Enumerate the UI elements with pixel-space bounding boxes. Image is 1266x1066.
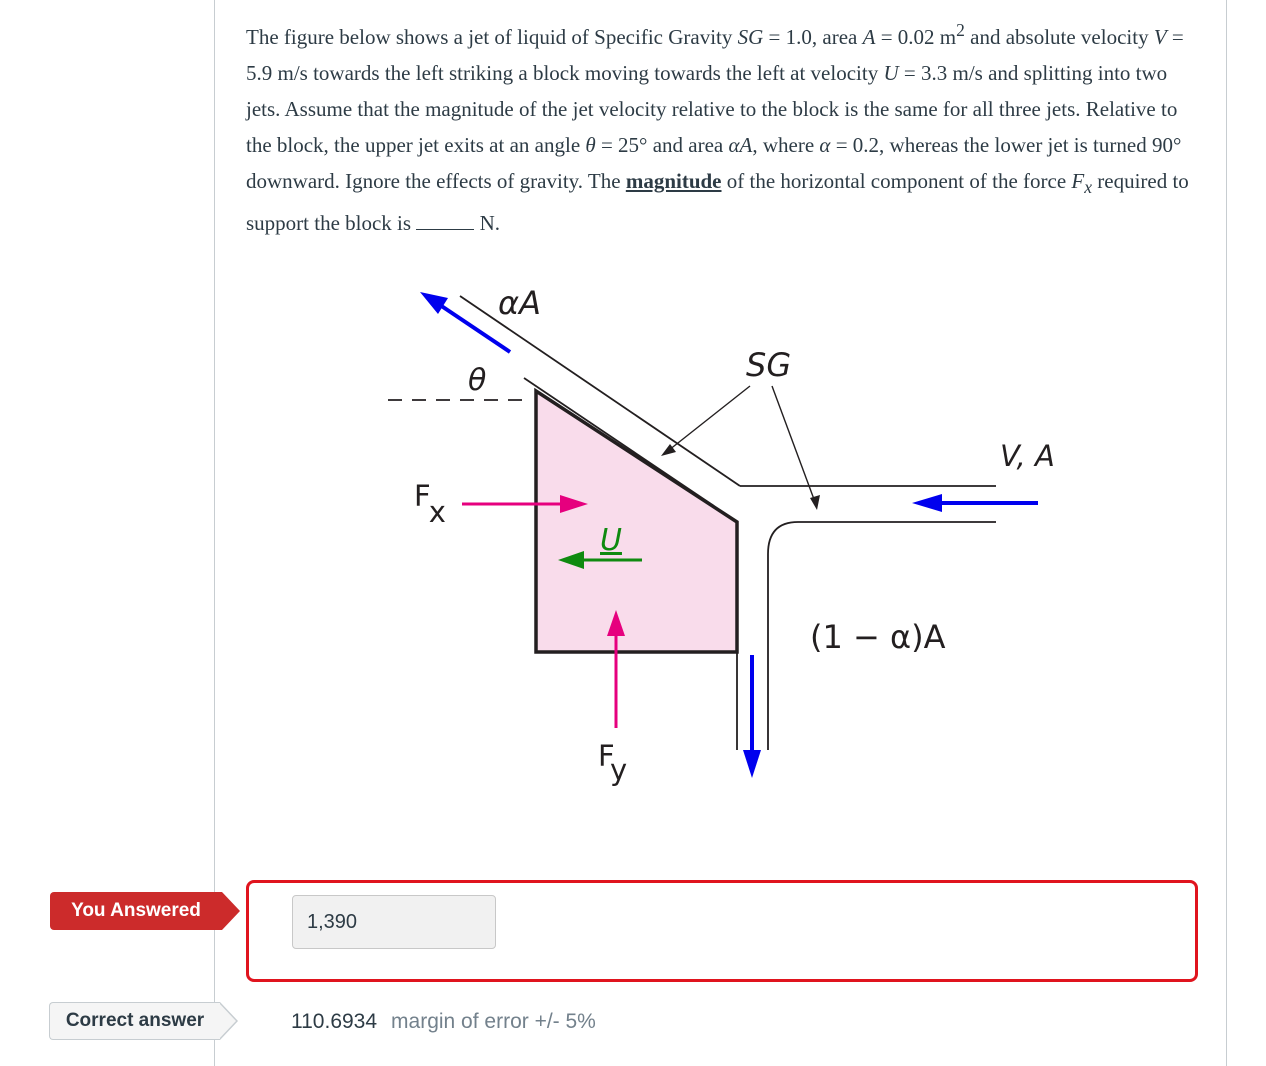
incoming-jet-arrowhead [912,494,942,512]
lower-jet-arrowhead [743,750,761,778]
upper-jet-arrowhead [420,292,448,314]
block [536,391,737,652]
label-alpha-a: αA [498,284,541,322]
label-fx: Fx [414,479,446,529]
sg-leader-lower-head [810,495,820,510]
sg-leader-lower [772,386,815,502]
question-text: The figure below shows a jet of liquid of Specific Gravity SG = 1.0, area A = 0.02 $m^2$ and absolute velocity V = 5.9 m/s towards the left striking a block moving towards the left at velocity U = 3.3 m/s and splitting into two jets. Assume that the magnitude of the jet velocity relative to the block is the same for all three jets. Relative to the block, the upper jet exits at an angle θ = 25° and area αA, where α = 0.2, whereas the lower jet is turned 90° downward. Ignore the effects of gravity. The magnitude of the horizontal component of the force $F_x$ required to support the block is N. [246,20,1189,236]
label-theta: θ [468,363,487,398]
magnitude-emphasis: magnitude [625,169,722,193]
label-sg: SG [746,346,792,384]
label-va: V, A [1000,439,1055,473]
margin-of-error: margin of error +/- 5% [391,1010,596,1033]
correct-answer-label: Correct answer [49,1002,220,1040]
you-answered-tag [50,892,240,930]
right-divider [1226,0,1227,1066]
correct-answer-tag [49,1002,239,1040]
jet-block-figure [380,280,1060,800]
label-one-minus-alpha-a: (1 − α)A [810,618,946,656]
correct-answer-line [291,1008,596,1036]
submitted-answer-field: 1,390 [292,895,496,949]
correct-answer-value: 110.6934 [291,1010,378,1033]
sg-leader-upper [664,386,750,454]
you-answered-label: You Answered [50,892,222,930]
label-fy: Fy [598,739,628,787]
label-u: U [600,523,622,558]
answer-blank [416,213,474,230]
